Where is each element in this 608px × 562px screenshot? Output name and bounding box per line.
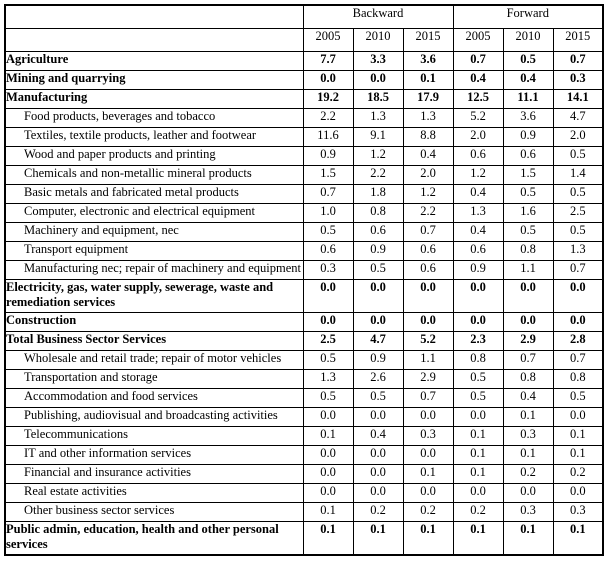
row-value: 0.3 [503,427,553,446]
row-label: Food products, beverages and tobacco [5,109,303,128]
row-label: Publishing, audiovisual and broadcasting activities [5,408,303,427]
row-value: 8.8 [403,128,453,147]
linkage-table-container [4,4,604,556]
row-value: 0.3 [303,261,353,280]
row-value: 14.1 [553,90,603,109]
row-value: 0.1 [353,522,403,556]
row-value: 0.6 [403,261,453,280]
header-year-backward-2010: 2010 [353,29,403,52]
table-row [5,185,603,204]
row-value: 0.0 [453,484,503,503]
row-value: 0.0 [553,280,603,313]
row-value: 1.0 [303,204,353,223]
row-value: 0.7 [403,389,453,408]
row-value: 0.3 [553,503,603,522]
row-value: 0.0 [403,313,453,332]
row-value: 0.1 [453,522,503,556]
table-row [5,52,603,71]
row-value: 2.5 [553,204,603,223]
row-value: 0.0 [353,408,403,427]
row-value: 0.5 [503,185,553,204]
row-value: 1.3 [303,370,353,389]
row-value: 0.2 [553,465,603,484]
row-value: 2.0 [403,166,453,185]
row-value: 0.9 [353,242,403,261]
row-value: 0.0 [353,465,403,484]
row-value: 0.1 [403,71,453,90]
row-label: Transportation and storage [5,370,303,389]
row-label: Basic metals and fabricated metal products [5,185,303,204]
row-value: 1.5 [303,166,353,185]
row-value: 1.1 [503,261,553,280]
row-value: 0.6 [453,242,503,261]
row-value: 0.1 [453,446,503,465]
row-value: 0.5 [303,389,353,408]
row-value: 2.9 [403,370,453,389]
row-value: 19.2 [303,90,353,109]
row-value: 0.4 [453,185,503,204]
row-value: 0.8 [453,351,503,370]
row-value: 0.0 [403,484,453,503]
row-value: 0.4 [353,427,403,446]
row-value: 0.1 [453,465,503,484]
row-value: 3.6 [503,109,553,128]
row-label: Electricity, gas, water supply, sewerage, waste and remediation services [5,280,303,313]
row-value: 0.1 [503,522,553,556]
row-value: 0.0 [353,484,403,503]
row-value: 7.7 [303,52,353,71]
row-value: 1.3 [403,109,453,128]
row-value: 0.8 [503,242,553,261]
row-value: 0.0 [553,484,603,503]
row-value: 4.7 [553,109,603,128]
row-value: 0.2 [403,503,453,522]
row-value: 0.1 [503,446,553,465]
row-value: 0.5 [553,389,603,408]
row-value: 0.1 [503,408,553,427]
row-value: 0.4 [503,389,553,408]
header-corner-blank [5,5,303,29]
header-group-row [5,5,603,29]
row-value: 0.0 [303,71,353,90]
row-value: 0.3 [403,427,453,446]
row-label: Computer, electronic and electrical equipment [5,204,303,223]
row-value: 0.4 [403,147,453,166]
table-row [5,446,603,465]
row-value: 0.5 [453,389,503,408]
table-row [5,370,603,389]
row-value: 1.3 [453,204,503,223]
row-value: 0.1 [403,465,453,484]
row-value: 0.0 [353,71,403,90]
table-row [5,128,603,147]
row-value: 0.0 [403,280,453,313]
row-value: 0.2 [353,503,403,522]
row-value: 0.5 [503,223,553,242]
row-value: 0.7 [453,52,503,71]
row-value: 9.1 [353,128,403,147]
row-label: Textiles, textile products, leather and footwear [5,128,303,147]
row-value: 2.2 [353,166,403,185]
table-row [5,484,603,503]
row-value: 1.2 [453,166,503,185]
row-value: 0.7 [403,223,453,242]
table-row [5,389,603,408]
row-value: 1.3 [553,242,603,261]
row-value: 1.8 [353,185,403,204]
row-value: 0.7 [503,351,553,370]
row-label: Wholesale and retail trade; repair of motor vehicles [5,351,303,370]
row-value: 4.7 [353,332,403,351]
row-value: 0.4 [503,71,553,90]
row-label: IT and other information services [5,446,303,465]
row-value: 0.5 [553,223,603,242]
row-value: 0.5 [453,370,503,389]
row-value: 0.1 [553,522,603,556]
row-value: 0.5 [553,147,603,166]
row-value: 0.0 [503,313,553,332]
row-value: 1.2 [353,147,403,166]
table-row [5,332,603,351]
row-value: 0.0 [453,408,503,427]
row-value: 0.9 [503,128,553,147]
header-year-forward-2005: 2005 [453,29,503,52]
row-value: 0.0 [353,313,403,332]
row-value: 0.0 [453,313,503,332]
table-row [5,261,603,280]
row-value: 0.8 [503,370,553,389]
row-value: 1.1 [403,351,453,370]
row-label: Telecommunications [5,427,303,446]
row-value: 1.5 [503,166,553,185]
row-value: 3.3 [353,52,403,71]
row-value: 2.9 [503,332,553,351]
row-value: 0.1 [553,427,603,446]
row-value: 0.5 [303,351,353,370]
row-value: 0.8 [553,370,603,389]
row-value: 0.5 [303,223,353,242]
row-label: Financial and insurance activities [5,465,303,484]
row-value: 1.3 [353,109,403,128]
table-row [5,204,603,223]
row-value: 0.9 [303,147,353,166]
row-value: 0.1 [453,427,503,446]
row-value: 0.3 [553,71,603,90]
row-value: 1.2 [403,185,453,204]
table-row [5,109,603,128]
row-value: 0.5 [353,389,403,408]
row-value: 0.7 [303,185,353,204]
row-value: 0.0 [303,484,353,503]
row-value: 0.2 [503,465,553,484]
row-value: 2.3 [453,332,503,351]
row-value: 0.0 [303,446,353,465]
row-value: 0.0 [303,280,353,313]
row-value: 2.0 [553,128,603,147]
row-value: 0.7 [553,52,603,71]
row-value: 0.4 [453,223,503,242]
row-value: 0.0 [503,484,553,503]
table-row [5,427,603,446]
header-corner-blank-2 [5,29,303,52]
row-value: 11.6 [303,128,353,147]
header-year-backward-2015: 2015 [403,29,453,52]
row-value: 0.0 [403,446,453,465]
row-value: 0.0 [303,313,353,332]
row-value: 0.6 [353,223,403,242]
table-row [5,166,603,185]
header-year-backward-2005: 2005 [303,29,353,52]
row-value: 0.8 [353,204,403,223]
row-value: 0.7 [553,351,603,370]
row-value: 12.5 [453,90,503,109]
row-value: 0.6 [503,147,553,166]
row-value: 0.0 [553,313,603,332]
row-label: Mining and quarrying [5,71,303,90]
row-value: 0.0 [503,280,553,313]
row-value: 0.6 [303,242,353,261]
row-value: 2.2 [303,109,353,128]
row-value: 0.5 [553,185,603,204]
row-value: 0.9 [453,261,503,280]
row-label: Real estate activities [5,484,303,503]
row-value: 2.6 [353,370,403,389]
row-label: Machinery and equipment, nec [5,223,303,242]
row-label: Construction [5,313,303,332]
row-value: 0.0 [303,408,353,427]
row-label: Manufacturing [5,90,303,109]
row-value: 0.5 [503,52,553,71]
row-value: 0.2 [453,503,503,522]
table-row [5,408,603,427]
table-row [5,503,603,522]
row-value: 0.0 [353,446,403,465]
table-row [5,313,603,332]
row-value: 0.3 [503,503,553,522]
row-value: 0.0 [403,408,453,427]
table-row [5,280,603,313]
row-value: 0.4 [453,71,503,90]
table-row [5,242,603,261]
row-value: 0.9 [353,351,403,370]
row-value: 18.5 [353,90,403,109]
row-value: 1.4 [553,166,603,185]
row-value: 2.2 [403,204,453,223]
table-row [5,522,603,556]
row-value: 2.8 [553,332,603,351]
row-label: Transport equipment [5,242,303,261]
row-value: 0.1 [303,522,353,556]
row-label: Wood and paper products and printing [5,147,303,166]
table-row [5,71,603,90]
row-value: 5.2 [453,109,503,128]
header-year-row [5,29,603,52]
table-row [5,465,603,484]
table-body [5,52,603,556]
header-group-backward: Backward [303,5,453,29]
row-value: 0.1 [303,427,353,446]
row-label: Chemicals and non-metallic mineral products [5,166,303,185]
row-value: 0.0 [303,465,353,484]
row-label: Other business sector services [5,503,303,522]
row-label: Public admin, education, health and other personal services [5,522,303,556]
linkage-table [4,4,604,556]
row-value: 0.6 [403,242,453,261]
table-header [5,5,603,52]
row-value: 0.5 [353,261,403,280]
row-value: 0.6 [453,147,503,166]
row-value: 2.0 [453,128,503,147]
header-year-forward-2010: 2010 [503,29,553,52]
row-value: 2.5 [303,332,353,351]
row-value: 0.1 [403,522,453,556]
row-value: 1.6 [503,204,553,223]
row-label: Manufacturing nec; repair of machinery and equipment [5,261,303,280]
table-row [5,223,603,242]
row-label: Total Business Sector Services [5,332,303,351]
row-value: 17.9 [403,90,453,109]
table-row [5,351,603,370]
row-value: 3.6 [403,52,453,71]
row-value: 0.1 [303,503,353,522]
table-row [5,90,603,109]
row-value: 11.1 [503,90,553,109]
table-row [5,147,603,166]
header-year-forward-2015: 2015 [553,29,603,52]
row-label: Accommodation and food services [5,389,303,408]
row-value: 5.2 [403,332,453,351]
row-value: 0.0 [453,280,503,313]
row-value: 0.1 [553,446,603,465]
row-value: 0.0 [553,408,603,427]
row-label: Agriculture [5,52,303,71]
row-value: 0.0 [353,280,403,313]
row-value: 0.7 [553,261,603,280]
header-group-forward: Forward [453,5,603,29]
